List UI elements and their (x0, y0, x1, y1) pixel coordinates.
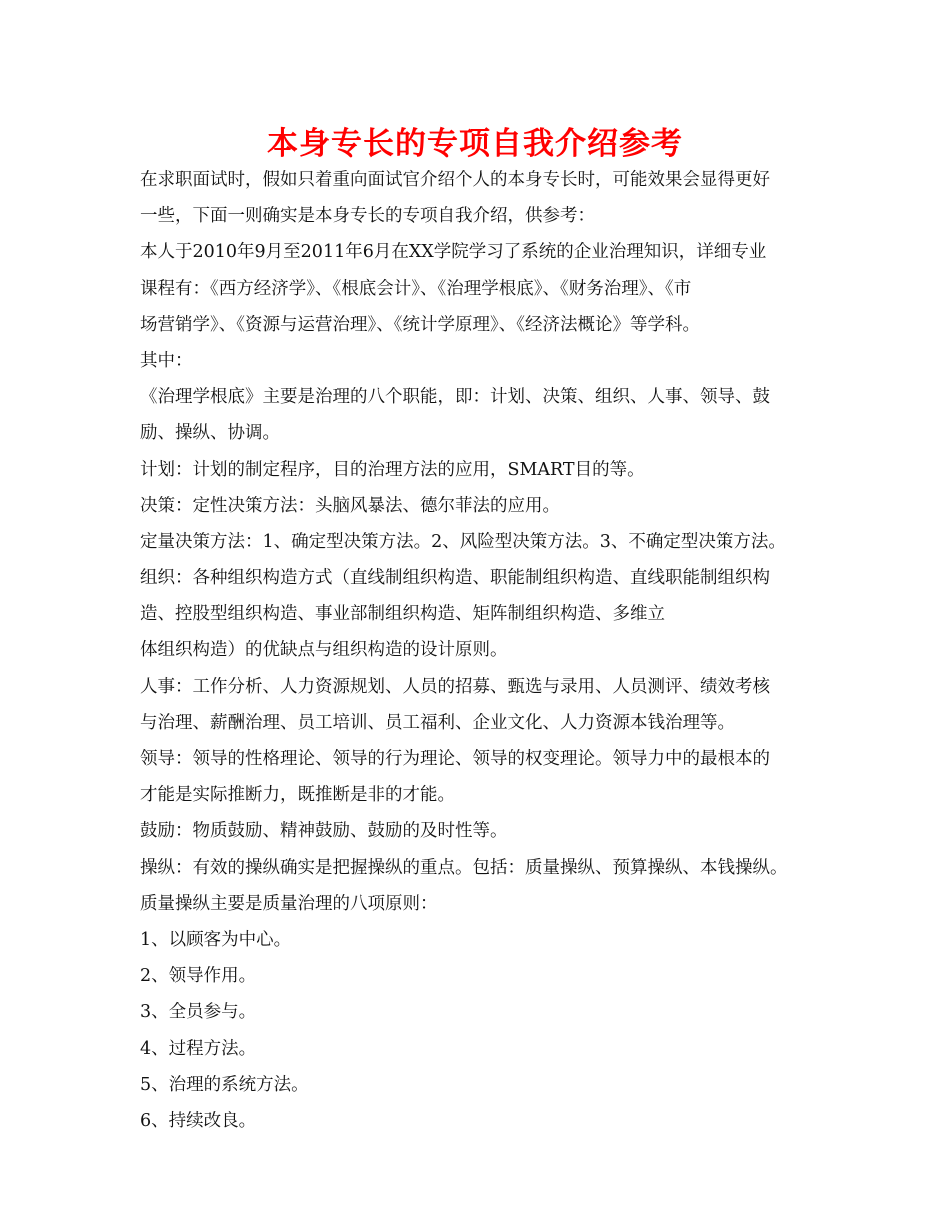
body-line: 励、操纵、协调。 (140, 423, 280, 444)
body-line: 质量操纵主要是质量治理的八项原则： (140, 893, 438, 914)
list-item: 6、持续改良。 (140, 1110, 257, 1131)
body-line: 课程有：《西方经济学》、《根底会计》、《治理学根底》、《财务治理》、《市 (140, 278, 692, 299)
body-line: 场营销学》、《资源与运营治理》、《统计学原理》、《经济法概论》等学科。 (140, 314, 700, 335)
body-line: 本人于2010年9月至2011年6月在XX学院学习了系统的企业治理知识，详细专业 (140, 242, 767, 263)
document-title: 本身专长的专项自我介绍参考 (267, 126, 683, 162)
body-line: 组织：各种组织构造方式（直线制组织构造、职能制组织构造、直线职能制组织构 (140, 568, 770, 589)
body-line: 与治理、薪酬治理、员工培训、员工福利、企业文化、人力资源本钱治理等。 (140, 712, 735, 733)
body-line: 计划：计划的制定程序，目的治理方法的应用，SMART目的等。 (140, 459, 645, 480)
body-line: 在求职面试时，假如只着重向面试官介绍个人的本身专长时，可能效果会显得更好 (140, 170, 770, 190)
body-line: 决策：定性决策方法：头脑风暴法、德尔菲法的应用。 (140, 495, 560, 516)
list-item: 4、过程方法。 (140, 1038, 257, 1059)
list-item: 2、领导作用。 (140, 966, 257, 987)
body-line: 体组织构造）的优缺点与组织构造的设计原则。 (140, 640, 508, 661)
body-line: 才能是实际推断力，既推断是非的才能。 (140, 785, 455, 806)
body-line: 领导：领导的性格理论、领导的行为理论、领导的权变理论。领导力中的最根本的 (140, 749, 770, 769)
body-line: 鼓励：物质鼓励、精神鼓励、鼓励的及时性等。 (140, 821, 508, 842)
body-line: 操纵：有效的操纵确实是把握操纵的重点。包括：质量操纵、预算操纵、本钱操纵。 (140, 857, 788, 878)
document-body (140, 162, 830, 1139)
list-item: 5、治理的系统方法。 (140, 1074, 309, 1095)
list-item: 3、全员参与。 (140, 1002, 257, 1023)
body-line: 人事：工作分析、人力资源规划、人员的招募、甄选与录用、人员测评、绩效考核 (140, 676, 770, 697)
body-line: 定量决策方法：1、确定型决策方法。2、风险型决策方法。3、不确定型决策方法。 (140, 531, 786, 552)
body-line: 其中： (140, 350, 193, 371)
body-line: 《治理学根底》主要是治理的八个职能，即：计划、决策、组织、人事、领导、鼓 (140, 387, 770, 408)
list-item: 1、以顾客为中心。 (140, 929, 292, 950)
body-line: 造、控股型组织构造、事业部制组织构造、矩阵制组织构造、多维立 (140, 604, 665, 625)
body-line: 一些，下面一则确实是本身专长的专项自我介绍，供参考： (140, 206, 595, 227)
